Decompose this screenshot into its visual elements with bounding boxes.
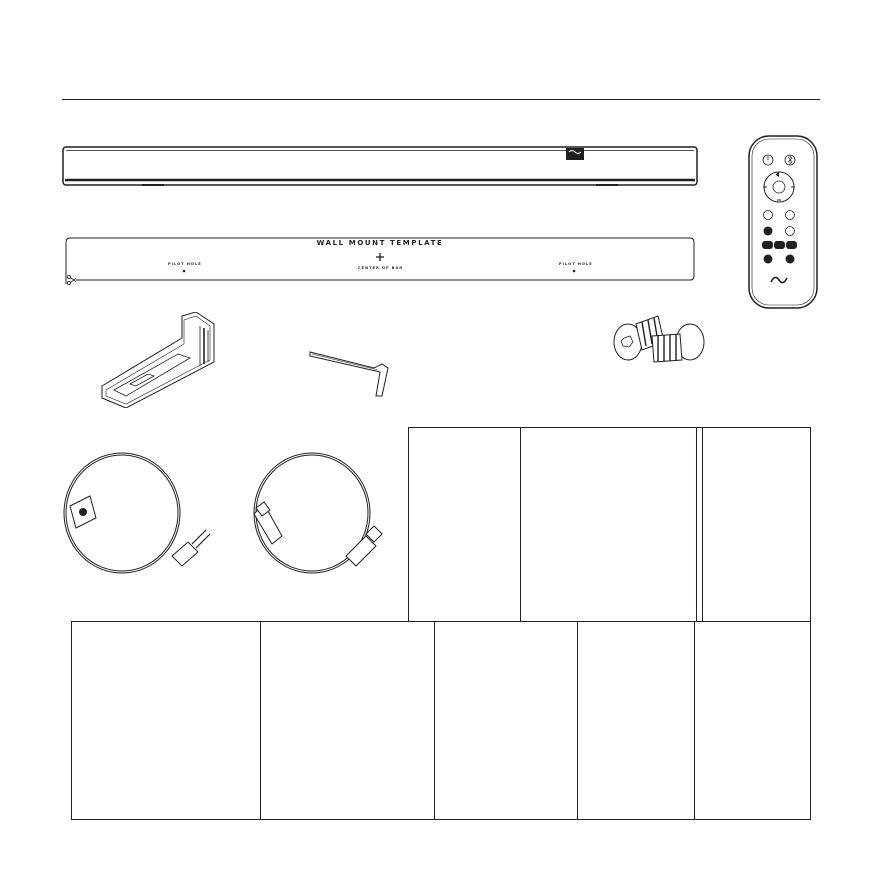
- template-title: WALL MOUNT TEMPLATE: [316, 239, 444, 247]
- hex-key-illustration: [308, 342, 400, 400]
- table-divider: [702, 428, 703, 621]
- header-rule: [62, 99, 820, 100]
- pilot-hole-left-label: PILOT HOLE: [168, 262, 202, 266]
- scissors-icon: [67, 275, 76, 284]
- contents-table-lower: [71, 621, 811, 820]
- contents-table-upper: [408, 427, 811, 622]
- wall-bracket-illustration: [96, 312, 218, 408]
- soundbar-illustration: [62, 146, 698, 186]
- screws-illustration: [606, 306, 716, 378]
- center-of-bar-label: CENTER OF BAR: [358, 266, 404, 270]
- table-divider: [520, 428, 521, 621]
- table-divider: [434, 622, 435, 819]
- table-divider: [694, 622, 695, 819]
- power-cord-illustration: [62, 448, 228, 578]
- pilot-hole-right-label: PILOT HOLE: [559, 262, 593, 266]
- soundbar-logo-badge: [566, 148, 584, 160]
- crosshair-icon: [376, 253, 384, 261]
- table-divider: [696, 428, 697, 621]
- table-divider: [260, 622, 261, 819]
- table-divider: [577, 622, 578, 819]
- remote-control-illustration: [747, 134, 819, 310]
- hdmi-cable-illustration: [242, 448, 392, 578]
- wall-mount-template: [62, 236, 698, 286]
